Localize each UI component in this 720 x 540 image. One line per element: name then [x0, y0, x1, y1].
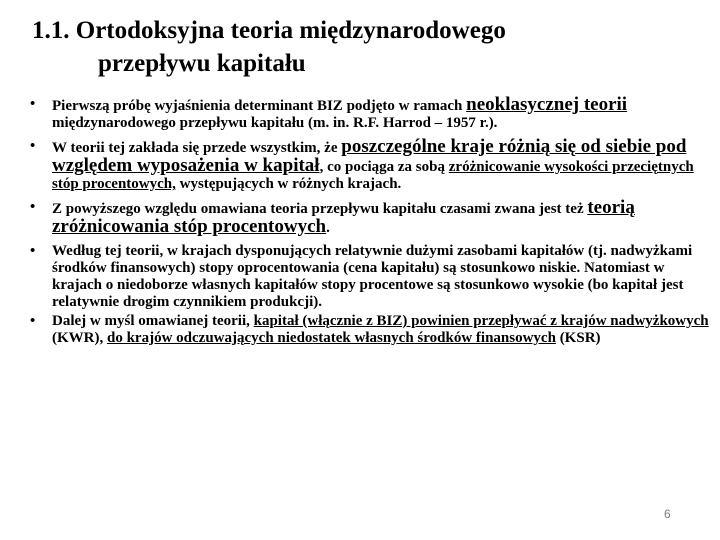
bullet-3: [28, 199, 714, 237]
bullet-5-text-a: Dalej w myśl omawianej teorii,: [52, 313, 254, 329]
bullet-1: [28, 96, 714, 132]
bullet-3-emphasis: teorią zróżnicowania stóp procentowych: [52, 197, 635, 237]
bullet-3-text-a: Z powyższego względu omawiana teoria przepływu kapitału czasami zwana jest też: [52, 201, 588, 217]
bullet-5-underlined-1: kapitał (włącznie z BIZ) powinien przepływać z krajów nadwyżkowych: [253, 313, 709, 329]
bullet-list: [28, 96, 714, 347]
bullet-2: [28, 138, 714, 193]
bullet-4-text: Według tej teorii, w krajach dysponujących relatywnie dużymi zasobami kapitałów (tj. nadwyżkami środków finansowych) stopy oprocentowania (cena kapitału) są stosunkowo niskie. Natomiast w krajach o niedoborze własnych kapitałów stopy procentowe są stosunkowo wysokie (bo kapitał jest relatywnie drogim czynnikiem produkcji).: [52, 243, 693, 310]
title-line-1: 1.1. Ortodoksyjna teoria międzynarodowego: [32, 17, 506, 44]
bullet-1-emphasis: neoklasycznej teorii: [466, 94, 628, 115]
bullet-2-underlined: zróżnicowanie wysokości przeciętnych stóp procentowych,: [52, 159, 694, 192]
slide-title: [32, 14, 692, 80]
bullet-2-text-a: W teorii tej zakłada się przede wszystkim, że: [52, 140, 342, 156]
bullet-1-text-c: międzynarodowego przepływu kapitału (m. in. R.F. Harrod – 1957 r.).: [52, 115, 498, 131]
bullet-5-text-c: (KWR),: [52, 330, 107, 346]
title-line-2: przepływu kapitału: [98, 50, 306, 77]
bullet-2-text-c: , co pociąga za sobą: [319, 159, 449, 175]
bullet-3-text-c: .: [326, 220, 330, 236]
bullet-2-text-e: występujących w różnych krajach.: [175, 176, 402, 192]
bullet-1-text-a: Pierwszą próbę wyjaśnienia determinant BIZ podjęto w ramach: [52, 98, 467, 114]
bullet-5-text-e: (KSR): [555, 330, 601, 346]
bullet-4: [28, 243, 714, 311]
page-number: 6: [664, 507, 671, 521]
bullet-2-emphasis: poszczególne kraje różnią się od siebie pod względem wyposażenia w kapitał: [52, 136, 687, 176]
bullet-5-underlined-2: do krajów odczuwających niedostatek własnych środków finansowych: [107, 330, 556, 346]
bullet-5: [28, 313, 714, 347]
